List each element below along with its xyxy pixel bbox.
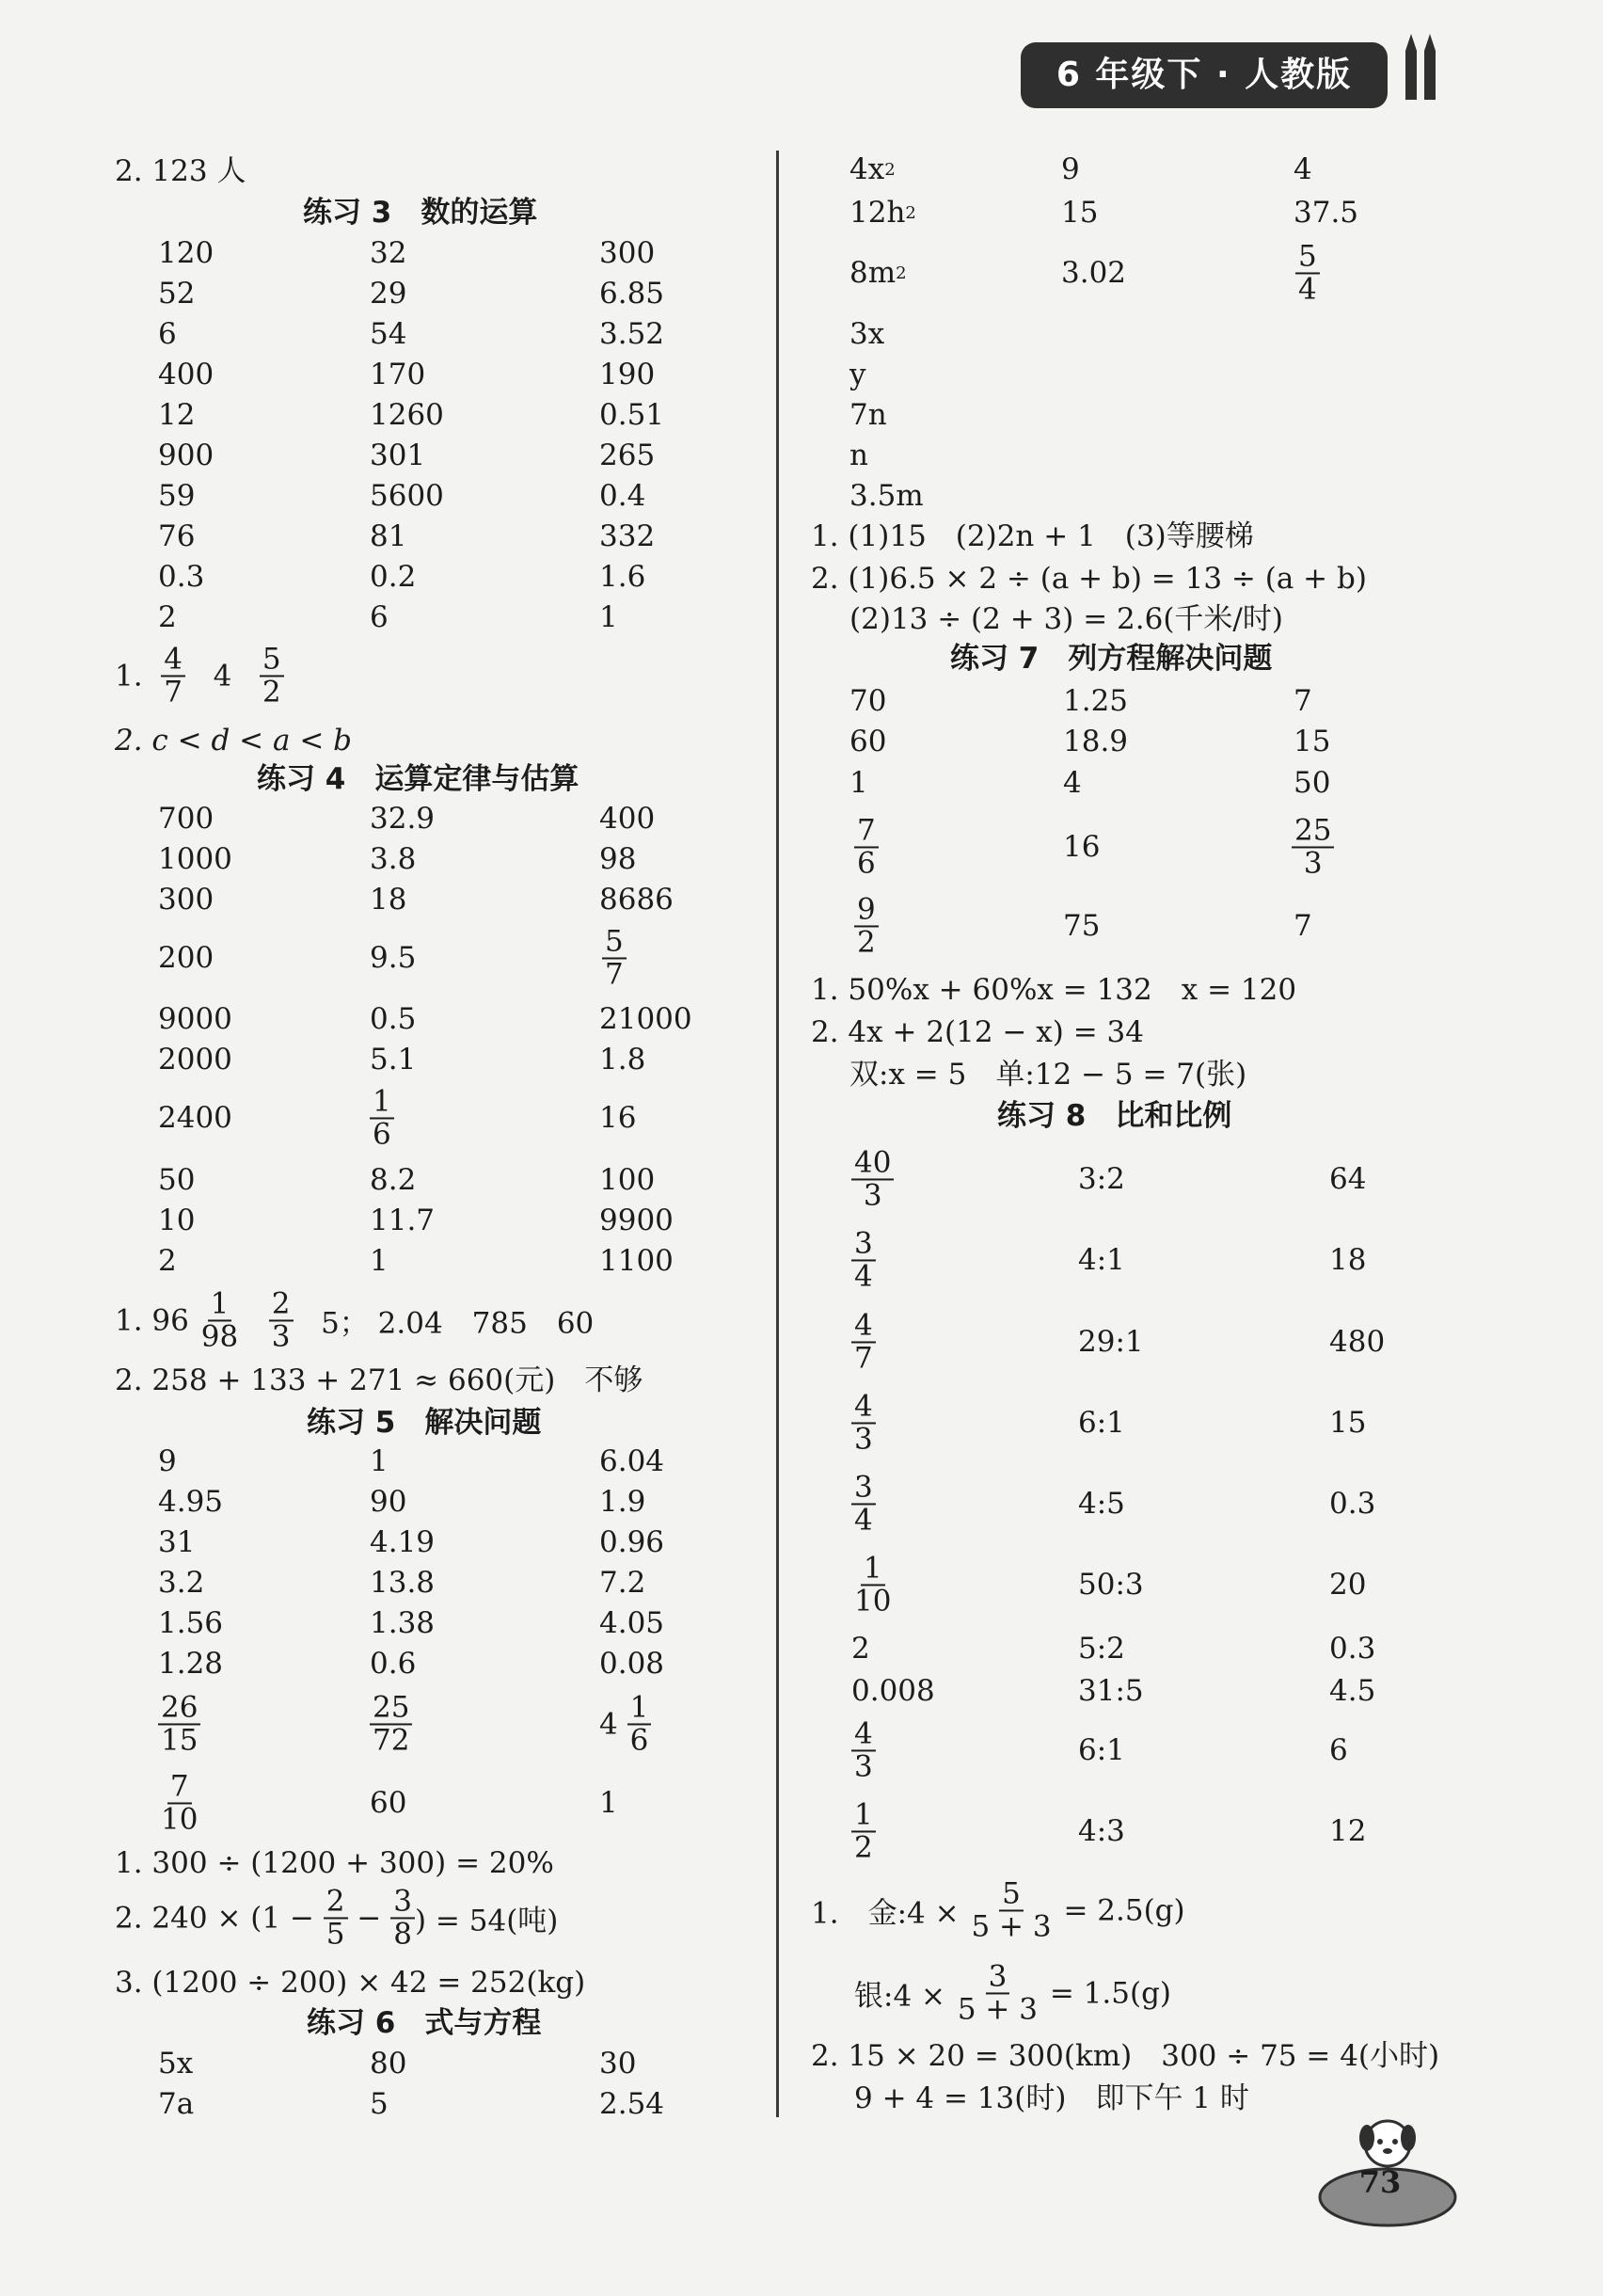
table-cell — [854, 815, 879, 878]
fraction: $\frac{5}{4}$ — [1295, 241, 1320, 304]
table-cell: 1 — [370, 1244, 389, 1278]
table-cell: 32 — [370, 236, 407, 270]
table-cell: 2 — [851, 1632, 870, 1666]
table-cell: 5x — [158, 2047, 194, 2081]
table-cell — [1295, 241, 1320, 304]
table-cell: 12 — [1329, 1814, 1367, 1848]
table-cell: 6 — [370, 600, 389, 634]
table-cell: 7 — [1294, 684, 1312, 718]
table-cell: 0.3 — [1329, 1632, 1376, 1666]
table-cell: 50:3 — [1078, 1568, 1144, 1602]
table-cell: 10 — [158, 1204, 196, 1237]
table-cell: 0.3 — [158, 560, 205, 594]
fraction: $\frac{4}{7}$ — [851, 1310, 876, 1373]
fraction: $\frac{1}{98}$ — [200, 1286, 239, 1353]
table-cell: 21000 — [599, 1002, 692, 1036]
table-cell: 120 — [158, 236, 214, 270]
table-cell: 18 — [370, 883, 407, 917]
table-cell: 0.2 — [370, 560, 417, 594]
fraction: $\frac{7}{10}$ — [161, 1769, 198, 1836]
table-cell: 3.2 — [158, 1566, 205, 1600]
table-cell: 2.54 — [599, 2087, 665, 2121]
table-cell: 31 — [158, 1525, 196, 1559]
table-cell: 4 — [1294, 152, 1312, 186]
table-cell: 3.02 — [1061, 256, 1127, 290]
table-cell — [851, 1391, 876, 1454]
fraction: $\frac{25}{72}$ — [370, 1692, 412, 1755]
table-cell: 9900 — [599, 1204, 674, 1237]
table-cell: 1000 — [158, 842, 232, 876]
table-cell: 4.05 — [599, 1606, 665, 1640]
table-cell: 1 — [849, 766, 868, 800]
table-cell: 200 — [158, 941, 214, 975]
fraction: $\frac{3}{8}$ — [390, 1886, 415, 1949]
fraction: $\frac{2}{3}$ — [269, 1288, 294, 1351]
table-cell: 70 — [849, 684, 887, 718]
table-cell: 190 — [599, 358, 656, 391]
fraction: $\frac{1}{6}$ — [370, 1086, 394, 1149]
table-cell: 6.85 — [599, 277, 665, 311]
table-cell: 60 — [370, 1786, 407, 1820]
exercise-7-title: 练习 7 列方程解决问题 — [950, 642, 1273, 676]
exercise-4-title: 练习 4 运算定律与估算 — [257, 762, 579, 796]
table-cell: 0.51 — [599, 398, 665, 432]
table-cell — [851, 1310, 876, 1373]
table-cell: 31:5 — [1078, 1674, 1144, 1708]
table-cell — [158, 1771, 200, 1834]
table-cell: 7 — [1294, 909, 1312, 943]
table-cell: 3.8 — [370, 842, 417, 876]
table-cell: 1.38 — [370, 1606, 436, 1640]
fraction: $\frac{26}{15}$ — [158, 1692, 200, 1755]
table-cell: 6 — [158, 317, 177, 351]
table-cell: 0.08 — [599, 1647, 665, 1681]
table-cell: 29 — [370, 277, 407, 311]
table-cell: 11.7 — [370, 1204, 436, 1237]
table-cell: 4.5 — [1329, 1674, 1376, 1708]
fraction: $\frac{4}{3}$ — [851, 1391, 876, 1454]
table-cell: 5:2 — [1078, 1632, 1125, 1666]
table-cell: 5600 — [370, 479, 444, 513]
table-cell: 1.6 — [599, 560, 646, 594]
table-cell: 900 — [158, 438, 214, 472]
table-cell: 15 — [1061, 196, 1099, 230]
fraction: $\frac{5}{7}$ — [602, 926, 627, 989]
table-cell: 332 — [599, 519, 656, 553]
table-cell — [851, 1553, 894, 1616]
table-cell: 700 — [158, 802, 214, 836]
table-cell: 0.008 — [851, 1674, 935, 1708]
fraction: $\frac{1}{10}$ — [854, 1551, 892, 1618]
exercise-8-question-1a: 1. 金:4 × $\frac{5}{5 + 3}$ = 2.5(g) — [811, 1876, 1185, 1943]
exercise-8-question-2a: 2. 15 × 20 = 300(km) 300 ÷ 75 = 4(小时) — [811, 2039, 1440, 2073]
table-cell: 7a — [158, 2087, 195, 2121]
fraction: $\frac{1}{2}$ — [851, 1799, 876, 1862]
exercise-5-question-3: 3. (1200 ÷ 200) × 42 = 252(kg) — [115, 1966, 586, 2000]
table-cell: 300 — [158, 883, 214, 917]
table-cell: 0.3 — [1329, 1487, 1376, 1521]
exercise-8-title: 练习 8 比和比例 — [997, 1099, 1232, 1133]
table-cell: 16 — [1063, 830, 1101, 864]
table-cell: 1.9 — [599, 1485, 646, 1519]
table-cell: 3.52 — [599, 317, 665, 351]
table-cell: 400 — [158, 358, 214, 391]
exercise-7-question-1: 1. 50%x + 60%x = 132 x = 120 — [811, 973, 1297, 1007]
intro-answer: 2. 123 人 — [115, 154, 246, 188]
table-cell: 7n — [849, 398, 887, 432]
exercise-3-question-2: 2. c < d < a < b — [115, 724, 353, 757]
exercise-6-question-2b: (2)13 ÷ (2 + 3) = 2.6(千米/时) — [849, 602, 1283, 636]
table-cell: 16 — [599, 1101, 637, 1135]
table-cell — [851, 1799, 876, 1862]
table-cell: 480 — [1329, 1325, 1386, 1359]
table-cell: 1.8 — [599, 1043, 646, 1076]
table-cell — [370, 1086, 394, 1149]
table-cell: 5.1 — [370, 1043, 417, 1076]
table-cell — [851, 1718, 876, 1781]
table-cell: 3:2 — [1078, 1162, 1125, 1196]
fraction: $\frac{3}{4}$ — [851, 1472, 876, 1535]
table-cell: 1100 — [599, 1244, 674, 1278]
table-cell: 2 — [158, 600, 177, 634]
table-cell: 4.19 — [370, 1525, 436, 1559]
table-cell: 81 — [370, 519, 407, 553]
table-cell: 6.04 — [599, 1444, 665, 1478]
grade-edition-label: 6 年级下 · 人教版 — [1021, 42, 1388, 108]
table-cell: 6:1 — [1078, 1733, 1125, 1767]
fraction: $\frac{3}{5 + 3}$ — [957, 1959, 1038, 2026]
table-cell: 170 — [370, 358, 426, 391]
table-cell: 400 — [599, 802, 656, 836]
table-cell: 18.9 — [1063, 725, 1129, 758]
table-cell: 9000 — [158, 1002, 232, 1036]
exercise-8-question-1b: 银:4 × $\frac{3}{5 + 3}$ = 1.5(g) — [854, 1959, 1172, 2026]
table-cell: 0.5 — [370, 1002, 417, 1036]
table-cell: 9 — [158, 1444, 177, 1478]
table-cell: 265 — [599, 438, 656, 472]
table-cell: 4 $\frac{1}{6}$ — [599, 1692, 651, 1755]
table-cell: 2400 — [158, 1101, 232, 1135]
fraction: $\frac{5}{5 + 3}$ — [971, 1876, 1052, 1943]
column-divider — [776, 151, 779, 2117]
table-cell: 8.2 — [370, 1163, 417, 1197]
table-cell: 9 — [1061, 152, 1080, 186]
table-cell: 100 — [599, 1163, 656, 1197]
exercise-7-question-2b: 双:x = 5 单:12 − 5 = 7(张) — [849, 1058, 1247, 1092]
table-cell: 4.95 — [158, 1485, 224, 1519]
table-cell: 59 — [158, 479, 196, 513]
table-cell: 12 — [158, 398, 196, 432]
table-cell: 13.8 — [370, 1566, 436, 1600]
table-cell: 18 — [1329, 1243, 1367, 1277]
table-cell: 90 — [370, 1485, 407, 1519]
table-cell: 300 — [599, 236, 656, 270]
table-cell: 2000 — [158, 1043, 232, 1076]
table-cell: 8686 — [599, 883, 674, 917]
fraction: $\frac{25}{3}$ — [1292, 815, 1334, 878]
exercise-5-question-1: 1. 300 ÷ (1200 + 300) = 20% — [115, 1846, 554, 1880]
table-cell: 6 — [1329, 1733, 1348, 1767]
table-cell: 1.28 — [158, 1647, 224, 1681]
table-cell: 1260 — [370, 398, 444, 432]
exercise-5-title: 练习 5 解决问题 — [307, 1406, 542, 1440]
exercise-6-question-2a: 2. (1)6.5 × 2 ÷ (a + b) = 13 ÷ (a + b) — [811, 562, 1367, 596]
table-cell: 98 — [599, 842, 637, 876]
table-cell: 52 — [158, 277, 196, 311]
table-cell: 301 — [370, 438, 426, 472]
exercise-3-title: 练习 3 数的运算 — [303, 196, 538, 230]
table-cell — [1292, 815, 1334, 878]
table-cell — [851, 1147, 894, 1210]
table-cell: 30 — [599, 2047, 637, 2081]
table-cell — [851, 1228, 876, 1291]
table-cell: 20 — [1329, 1568, 1367, 1602]
fraction: $\frac{3}{4}$ — [851, 1228, 876, 1291]
page-number: 73 — [1358, 2164, 1402, 2200]
table-cell — [158, 1692, 200, 1755]
exercise-8-question-2b: 9 + 4 = 13(时) 即下午 1 时 — [854, 2081, 1249, 2115]
table-cell: 60 — [849, 725, 887, 758]
table-cell: 12h 2 — [849, 196, 916, 230]
table-cell: 76 — [158, 519, 196, 553]
fraction: $\frac{5}{2}$ — [260, 644, 284, 707]
table-cell: 0.6 — [370, 1647, 417, 1681]
table-cell: 4 — [1063, 766, 1082, 800]
exercise-5-question-2: 2. 240 × (1 − $\frac{2}{5}$ − $\frac{3}{8}$ ) = 54(吨) — [115, 1884, 559, 1951]
exercise-4-question-2: 2. 258 + 133 + 271 ≈ 660(元) 不够 — [115, 1363, 643, 1397]
table-cell: 1.56 — [158, 1606, 224, 1640]
table-cell: 1 — [370, 1444, 389, 1478]
table-cell: 50 — [1294, 766, 1331, 800]
table-cell: 29:1 — [1078, 1325, 1144, 1359]
table-cell — [370, 1692, 412, 1755]
table-cell: 0.96 — [599, 1525, 665, 1559]
exercise-4-question-1: 1. 96 $\frac{1}{98}$ $\frac{2}{3}$ 5； 2.04 785 60 — [115, 1286, 595, 1353]
exercise-6-title: 练习 6 式与方程 — [307, 2006, 542, 2040]
table-cell: 37.5 — [1294, 196, 1359, 230]
table-cell: 3.5m — [849, 479, 924, 513]
table-cell: 0.4 — [599, 479, 646, 513]
table-cell: 75 — [1063, 909, 1101, 943]
table-cell: 9.5 — [370, 941, 417, 975]
table-cell: 1.25 — [1063, 684, 1129, 718]
table-cell: 4:3 — [1078, 1814, 1125, 1848]
table-cell: 80 — [370, 2047, 407, 2081]
table-cell — [602, 926, 627, 989]
table-cell — [851, 1472, 876, 1535]
table-cell: 7.2 — [599, 1566, 646, 1600]
fraction: $\frac{4}{3}$ — [851, 1718, 876, 1781]
table-cell: 50 — [158, 1163, 196, 1197]
table-cell: 32.9 — [370, 802, 436, 836]
fraction: $\frac{4}{7}$ — [161, 644, 185, 707]
fraction: $\frac{2}{5}$ — [324, 1886, 348, 1949]
exercise-3-question-1: 1. $\frac{4}{7}$ 4 $\frac{5}{2}$ — [115, 644, 284, 707]
table-cell: 15 — [1294, 725, 1331, 758]
table-cell: 5 — [370, 2087, 389, 2121]
table-cell: 4:5 — [1078, 1487, 1125, 1521]
table-cell: 2 — [158, 1244, 177, 1278]
table-cell: 64 — [1329, 1162, 1367, 1196]
table-cell: 54 — [370, 317, 407, 351]
table-cell: 8m 2 — [849, 256, 907, 290]
table-cell: 4:1 — [1078, 1243, 1125, 1277]
table-cell: y — [849, 358, 866, 391]
pen-nib-icon — [1402, 30, 1439, 105]
fraction: $\frac{7}{6}$ — [854, 815, 879, 878]
exercise-6-question-1: 1. (1)15 (2)2n + 1 (3)等腰梯 — [811, 519, 1254, 553]
table-cell: n — [849, 438, 868, 472]
fraction: $\frac{1}{6}$ — [627, 1692, 652, 1755]
exercise-7-question-2a: 2. 4x + 2(12 − x) = 34 — [811, 1015, 1144, 1049]
table-cell: 6:1 — [1078, 1406, 1125, 1440]
fraction: $\frac{9}{2}$ — [854, 894, 879, 957]
table-cell: 3x — [849, 317, 885, 351]
table-cell: 15 — [1329, 1406, 1367, 1440]
table-cell: 1 — [599, 1786, 618, 1820]
fraction: $\frac{40}{3}$ — [851, 1147, 894, 1210]
table-cell: 1 — [599, 600, 618, 634]
table-cell — [854, 894, 879, 957]
table-cell: 4x 2 — [849, 152, 896, 186]
